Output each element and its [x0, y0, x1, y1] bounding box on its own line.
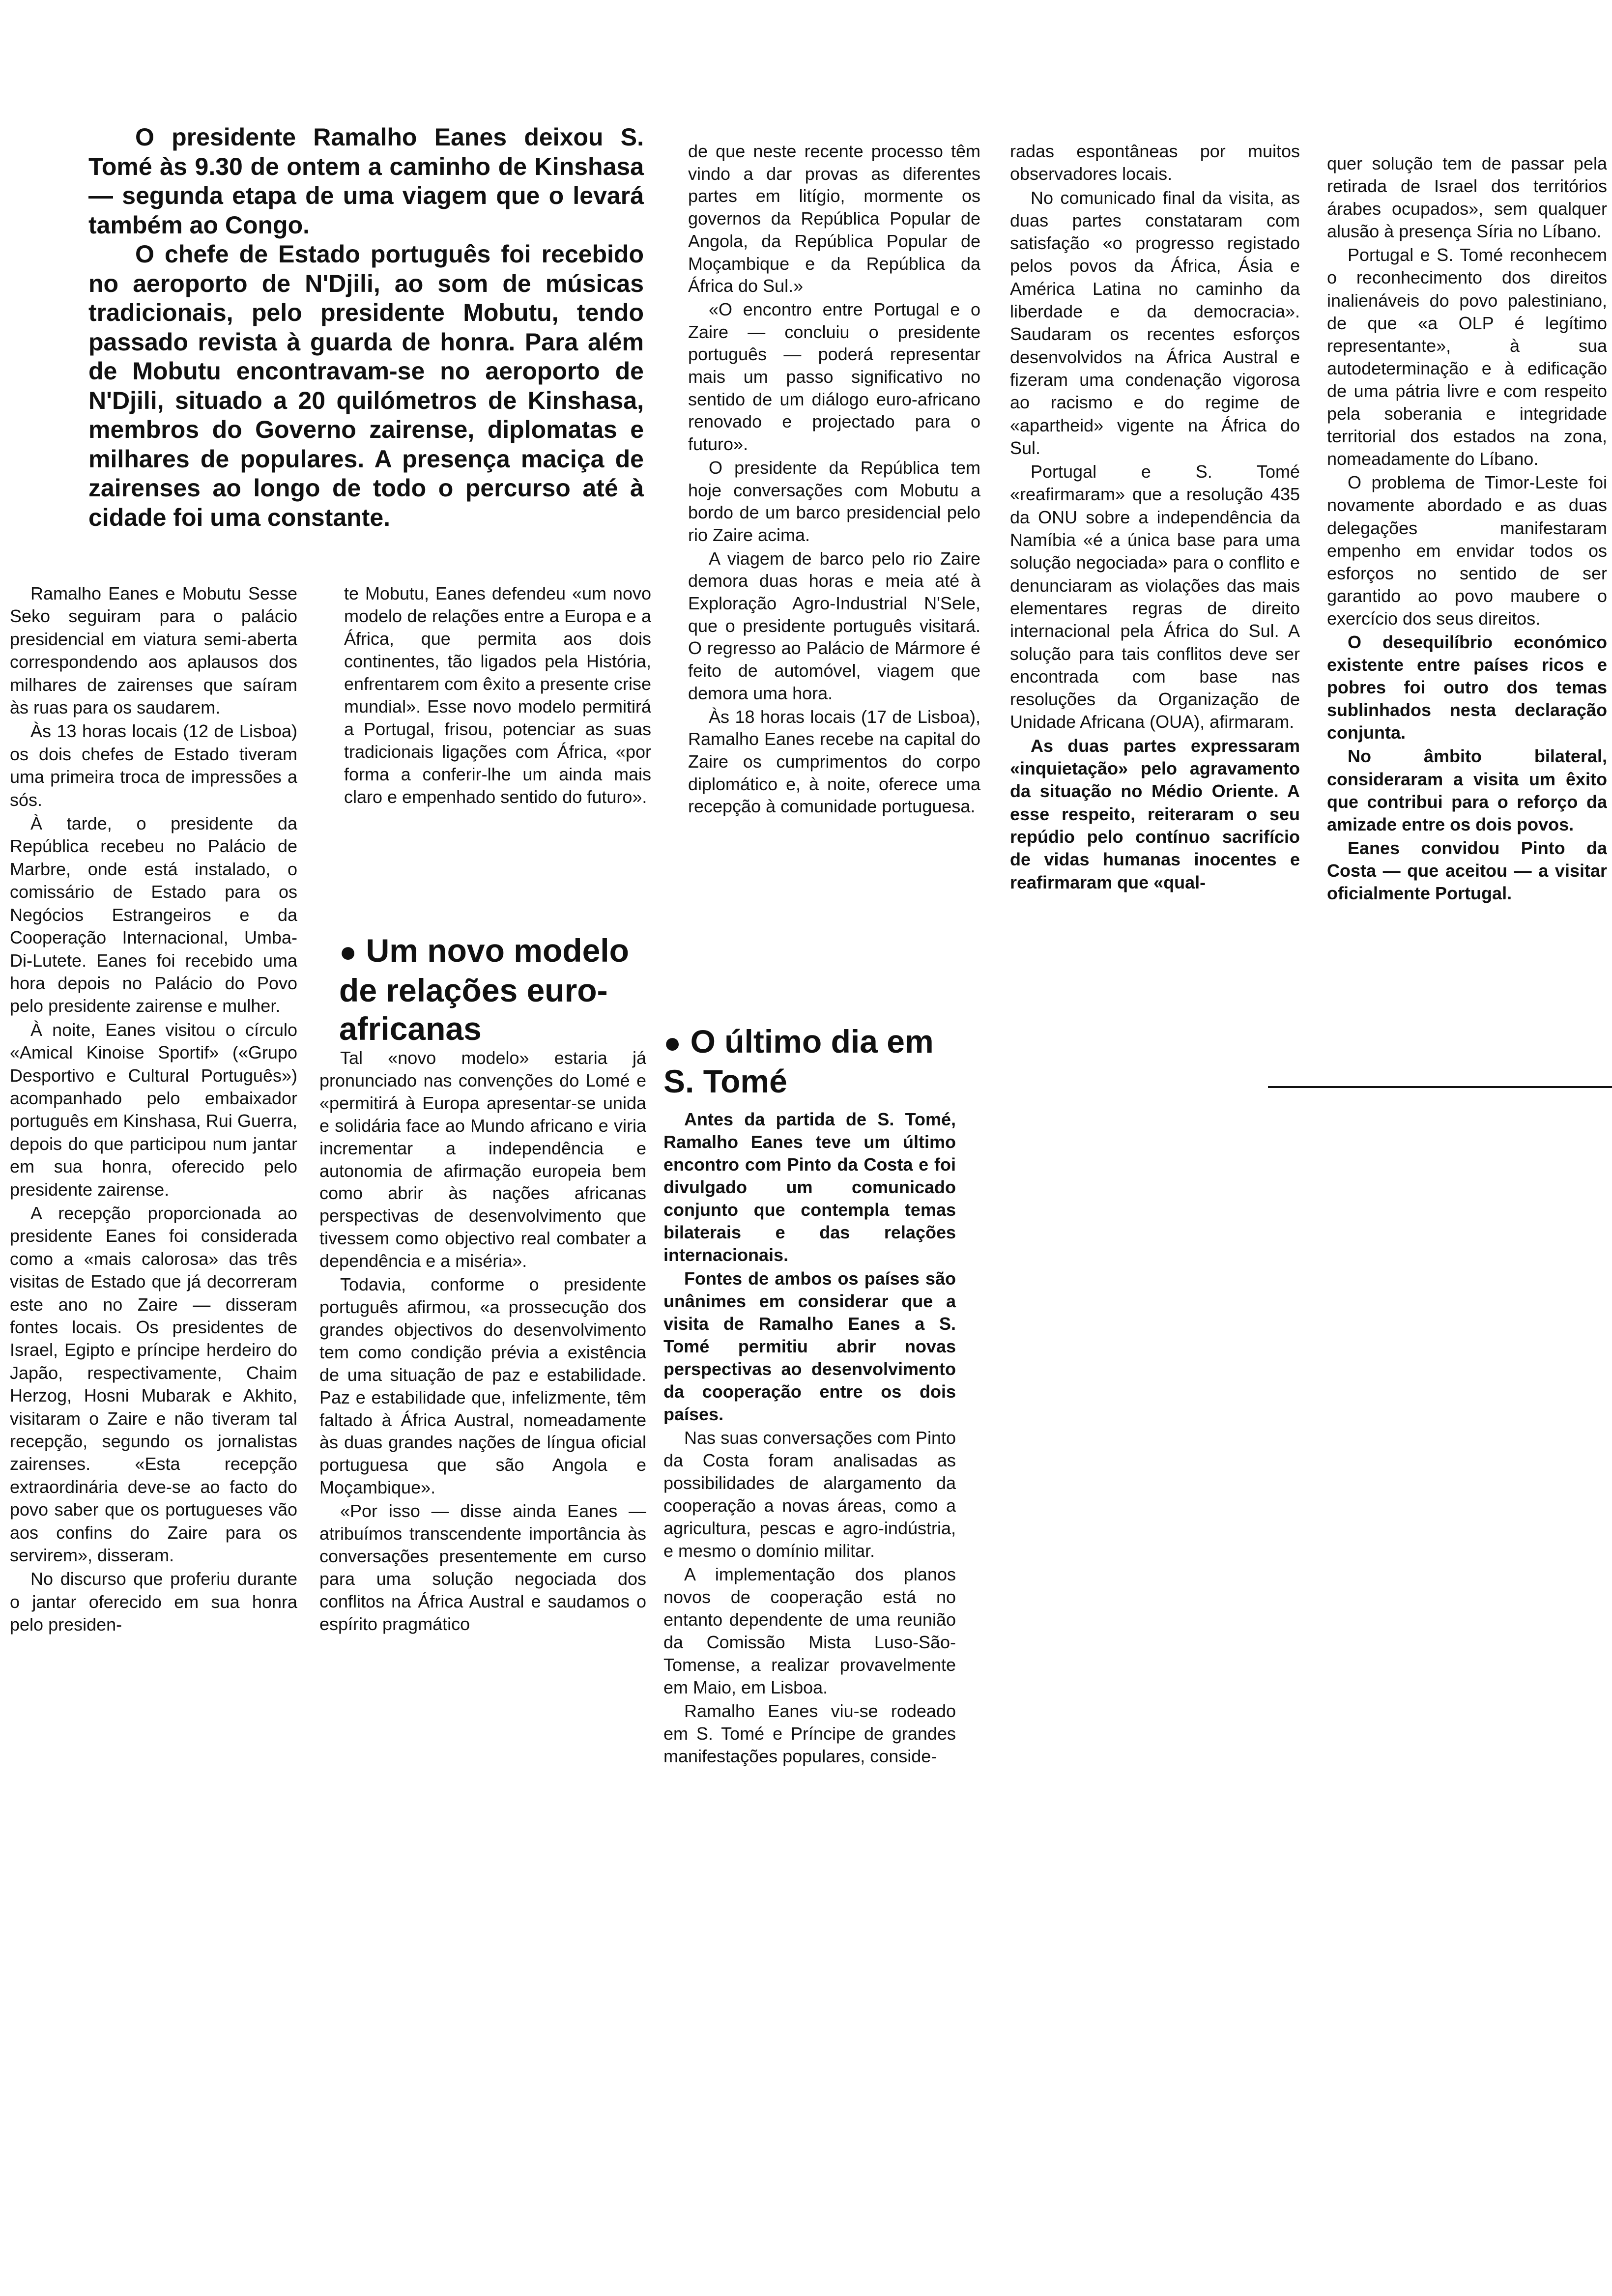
paragraph: de que neste recente processo têm vindo a dar provas as diferentes partes em litígio, mormente os governos da República Popular de Angola, da República Popular de Moçambique e da República da África do Sul.» [688, 141, 980, 296]
section-heading-ultimo-dia [663, 1022, 939, 1100]
paragraph: O problema de Timor-Leste foi novamente abordado e as duas delegações manifestaram empenho em envidar todos os esforços no sentido de ser garantido ao povo maubere o exercício dos seus direitos. [1327, 472, 1607, 629]
paragraph: A recepção proporcionada ao presidente Eanes foi considerada como a «mais calorosa» das três visitas de Estado que já decorreram este ano no Zaire — disseram fontes locais. Os presidentes de Israel, Egipto e príncipe herdeiro do Japão, respectivamente, Chaim Herzog, Hosni Mubarak e Akhito, visitaram o Zaire e não tiveram tal recepção, segundo os jornalistas zairenses. «Esta recepção extraordinária deve-se ao facto do povo saber que os portugueses vão aos confins do Zaire para os servirem», disseram. [10, 1203, 297, 1566]
lead-paragraph: O presidente Ramalho Eanes deixou S. Tomé às 9.30 de ontem a caminho de Kinshasa — segunda etapa de uma viagem que o levará também ao Congo. [88, 123, 644, 239]
column-2-top [344, 582, 651, 809]
paragraph: O desequilíbrio económico existente entre países ricos e pobres foi outro dos temas sublinhados nesta declaração conjunta. [1327, 631, 1607, 743]
paragraph: A implementação dos planos novos de cooperação está no entanto dependente de uma reunião da Comissão Mista Luso-São-Tomense, a realizar provavelmente em Maio, em Lisboa. [663, 1564, 956, 1697]
paragraph: «O encontro entre Portugal e o Zaire — concluiu o presidente português — poderá representar mais um passo significativo no sentido de um diálogo euro-africano renovado e projectado para o futuro». [688, 299, 980, 455]
column-4 [1010, 140, 1300, 895]
paragraph: Tal «novo modelo» estaria já pronunciado nas convenções do Lomé e «permitirá à Europa apresentar-se unida e solidária face ao Mundo africano e viria incrementar a independência e autonomia de afirmação europeia bem como abrir às nações africanas perspectivas de desenvolvimento que tivessem como objectivo real combater a dependência e a miséria». [319, 1048, 646, 1271]
paragraph: Todavia, conforme o presidente português afirmou, «a prossecução dos grandes objectivos do desenvolvimento tem como condição prévia a existência de uma situação de paz e estabilidade. Paz e estabilidade que, infelizmente, têm faltado à África Austral, nomeadamente às duas grandes nações de língua oficial portuguesa que são Angola e Moçambique». [319, 1274, 646, 1498]
paragraph: Antes da partida de S. Tomé, Ramalho Eanes teve um último encontro com Pinto da Costa e foi divulgado um comunicado conjunto que contempla temas bilaterais e das relações internacionais. [663, 1109, 956, 1265]
paragraph: As duas partes expressaram «inquietação» pelo agravamento da situação no Médio Oriente. A esse respeito, reiteraram o seu repúdio pelo contínuo sacrifício de vidas humanas inocentes e reafirmaram que «qual- [1010, 735, 1300, 892]
paragraph: No discurso que proferiu durante o jantar oferecido em sua honra pelo presiden- [10, 1569, 297, 1635]
paragraph: «Por isso — disse ainda Eanes — atribuímos transcendente importância às conversações presentemente em curso para uma solução negociada dos conflitos na África Austral e saudamos o espírito pragmático [319, 1501, 646, 1634]
paragraph: À noite, Eanes visitou o círculo «Amical Kinoise Sportif» («Grupo Desportivo e Cultural Português») acompanhado pelo embaixador português em Kinshasa, Rui Guerra, depois do que participou num jantar em sua honra, oferecido pelo presidente zairense. [10, 1019, 297, 1200]
column-rule [1268, 1086, 1612, 1088]
paragraph: Fontes de ambos os países são unânimes em considerar que a visita de Ramalho Eanes a S. Tomé permitiu abrir novas perspectivas ao desenvolvimento da cooperação entre os dois países. [663, 1268, 956, 1424]
paragraph: Nas suas conversações com Pinto da Costa foram analisadas as possibilidades de alargamento da cooperação a novas áreas, como a agricultura, pescas e agro-indústria, e mesmo o domínio militar. [663, 1428, 956, 1561]
lead-article [88, 123, 644, 532]
paragraph: O presidente da República tem hoje conversações com Mobutu a bordo de um barco presidencial pelo rio Zaire acima. [688, 457, 980, 545]
paragraph: quer solução tem de passar pela retirada de Israel dos territórios árabes ocupados», sem qualquer alusão à presença Síria no Líbano. [1327, 153, 1607, 242]
paragraph: radas espontâneas por muitos observadores locais. [1010, 141, 1300, 184]
paragraph: No âmbito bilateral, consideraram a visita um êxito que contribui para o reforço da amizade entre os dois povos. [1327, 746, 1607, 834]
bullet-icon: ● [663, 1026, 682, 1059]
paragraph: te Mobutu, Eanes defendeu «um novo modelo de relações entre a Europa e a África, que permita aos dois continentes, tão ligados pela História, enfrentarem com êxito a presente crise mundial». Esse novo modelo permitirá a Portugal, frisou, potenciar as suas tradicionais ligações com África, «por forma a conferir-lhe um ainda mais claro e empenhado sentido do futuro». [344, 583, 651, 807]
paragraph: No comunicado final da visita, as duas partes constataram com satisfação «o progresso registado pelos povos da África, Ásia e América Latina no caminho da liberdade e da democracia». Saudaram os recentes esforços desenvolvidos na África Austral e fizeram uma condenação vigorosa ao racismo e do regime de «apartheid» vigente na África do Sul. [1010, 187, 1300, 458]
heading-text: Um novo modelo de relações euro-africanas [339, 932, 629, 1047]
column-5 [1327, 152, 1607, 906]
paragraph: Portugal e S. Tomé «reafirmaram» que a resolução 435 da ONU sobre a independência da Namíbia «é a única base para uma solução negociada» para o conflito e denunciaram as violações das mais elementares regras de direito internacional pela África do Sul. A solução para tais conflitos deve ser encontrada com base nas resoluções da Organização de Unidade Africana (OUA), afirmaram. [1010, 461, 1300, 732]
heading-text: O último dia em S. Tomé [663, 1023, 934, 1099]
column-2-bottom [319, 1047, 646, 1636]
paragraph: À tarde, o presidente da República recebeu no Palácio de Marbre, onde está instalado, o comissário de Estado para os Negócios Estrangeiros e da Cooperação Internacional, Umba-Di-Lutete. Eanes foi recebido uma hora depois no Palácio do Povo pelo presidente zairense e mulher. [10, 813, 297, 1016]
paragraph: Ramalho Eanes e Mobutu Sesse Seko seguiram para o palácio presidencial em viatura semi-aberta correspondendo aos aplausos dos milhares de zairenses que saíram às ruas para os saudarem. [10, 583, 297, 718]
paragraph: Portugal e S. Tomé reconhecem o reconhecimento dos direitos inalienáveis do povo palestiniano, de que «a OLP é legítimo representante», à sua autodeterminação e à edificação de uma pátria livre e com respeito pela soberania e integridade territorial dos estados na zona, nomeadamente do Líbano. [1327, 245, 1607, 469]
paragraph: Às 13 horas locais (12 de Lisboa) os dois chefes de Estado tiveram uma primeira troca de impressões a sós. [10, 721, 297, 810]
paragraph: A viagem de barco pelo rio Zaire demora duas horas e meia até à Exploração Agro-Industrial N'Sele, que o presidente português visitará. O regresso ao Palácio de Mármore é feito de automóvel, viagem que demora uma hora. [688, 548, 980, 703]
bullet-icon: ● [339, 935, 357, 968]
column-1 [10, 582, 297, 1637]
column-3-top [688, 140, 980, 819]
section-heading-novo-modelo [339, 931, 654, 1048]
paragraph: Eanes convidou Pinto da Costa — que aceitou — a visitar oficialmente Portugal. [1327, 837, 1607, 903]
paragraph: Às 18 horas locais (17 de Lisboa), Ramalho Eanes recebe na capital do Zaire os cumprimentos do corpo diplomático e, à noite, oferece uma recepção à comunidade portuguesa. [688, 706, 980, 817]
column-3-bottom [663, 1108, 956, 1769]
paragraph: Ramalho Eanes viu-se rodeado em S. Tomé e Príncipe de grandes manifestações populares, conside- [663, 1701, 956, 1766]
lead-paragraph: O chefe de Estado português foi recebido no aeroporto de N'Djili, ao som de músicas tradicionais, pelo presidente Mobutu, tendo passado revista à guarda de honra. Para além de Mobutu encontravam-se no aeroporto de N'Djili, situado a 20 quilómetros de Kinshasa, membros do Governo zairense, diplomatas e milhares de populares. A presença maciça de zairenses ao longo de todo o percurso até à cidade foi uma constante. [88, 240, 644, 531]
